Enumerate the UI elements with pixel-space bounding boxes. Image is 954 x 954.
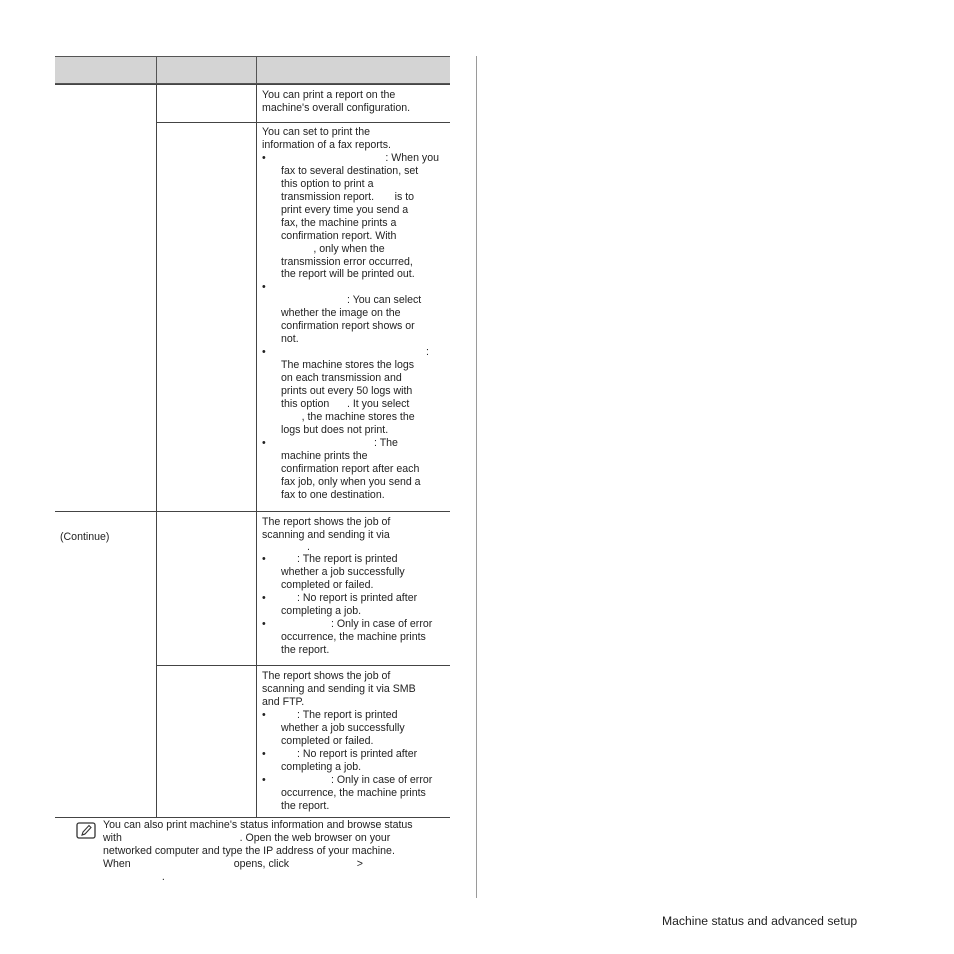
page-footer: Machine status and advanced setup	[662, 914, 858, 928]
text-line: transmission error occurred,	[281, 255, 413, 268]
text-line: machine prints the	[281, 449, 368, 462]
email-report-options	[262, 553, 447, 657]
row-line	[156, 122, 450, 123]
row-line	[55, 817, 450, 818]
text-line: The report shows the job of	[262, 670, 391, 682]
text-line: completed or failed.	[281, 578, 374, 591]
text-line: .	[307, 540, 310, 553]
text-line: with . Open the web browser on your	[103, 831, 391, 844]
text-line: whether a job successfully	[281, 721, 405, 734]
text-line: : No report is printed after	[297, 747, 418, 760]
text-line: completed or failed.	[281, 734, 374, 747]
text-line: : The	[374, 436, 398, 449]
text-line: this option to print a	[281, 177, 374, 190]
bullet: •	[262, 617, 266, 630]
note-text	[103, 819, 453, 884]
column-line	[256, 84, 257, 818]
text-line: confirmation report. With	[281, 229, 397, 242]
text-line: prints out every 50 logs with	[281, 385, 413, 398]
text-line: , the machine stores the	[281, 410, 415, 423]
text-line: information of a fax reports.	[262, 138, 391, 151]
row2-description	[262, 126, 447, 502]
text-line: : You can select	[347, 294, 422, 307]
text-line: scanning and sending it via SMB	[262, 682, 416, 695]
list-item	[262, 346, 447, 437]
table-header-row	[55, 56, 450, 84]
row-line	[156, 665, 450, 666]
bullet: •	[262, 708, 266, 721]
text-line: The report shows the job of	[262, 516, 391, 528]
text-line: whether the image on the	[281, 307, 401, 320]
text-line: You can also print machine's status information and browse status	[103, 819, 413, 831]
text-line: :	[426, 346, 429, 359]
text-line: : The report is printed	[297, 708, 398, 721]
text-line: You can set to print the	[262, 126, 370, 138]
row3-description	[262, 516, 447, 657]
text-line: transmission report. is to	[281, 190, 415, 203]
text-line: : Only in case of error	[331, 617, 433, 630]
text-line: networked computer and type the IP address of your machine.	[103, 844, 395, 857]
text-line: confirmation report shows or	[281, 320, 415, 333]
list-item	[262, 592, 447, 618]
text-line: occurrence, the machine prints	[281, 630, 426, 643]
text-line: : When you	[385, 151, 439, 164]
list-item	[262, 152, 447, 282]
bullet: •	[262, 346, 266, 359]
text-line: : Only in case of error	[331, 773, 433, 786]
row1-description	[262, 89, 447, 115]
text-line: machine's overall configuration.	[262, 101, 411, 114]
bullet: •	[262, 281, 266, 294]
header-separator	[156, 56, 157, 84]
list-item	[262, 774, 447, 813]
text-line: the report.	[281, 799, 330, 812]
text-line: fax to several destination, set	[281, 164, 419, 177]
text-line: : The report is printed	[297, 552, 398, 565]
list-item	[262, 553, 447, 592]
list-item	[262, 709, 447, 748]
text-line: occurrence, the machine prints	[281, 786, 426, 799]
text-line: : No report is printed after	[297, 591, 418, 604]
text-line	[281, 281, 447, 294]
text-line: on each transmission and	[281, 372, 402, 385]
text-line: logs but does not print.	[281, 423, 389, 436]
bullet: •	[262, 747, 266, 760]
list-item	[262, 748, 447, 774]
text-line: completing a job.	[281, 604, 362, 617]
text-line: this option . It you select	[281, 398, 410, 410]
note-pencil-icon	[76, 822, 96, 839]
server-report-options	[262, 709, 447, 813]
bullet: •	[262, 552, 266, 565]
bullet: •	[262, 436, 266, 449]
text-line: completing a job.	[281, 760, 362, 773]
text-line: and FTP.	[262, 695, 305, 708]
text-line: You can print a report on the	[262, 89, 396, 101]
continue-label: (Continue)	[60, 531, 110, 543]
text-line: .	[103, 870, 165, 883]
text-line: The machine stores the logs	[281, 359, 415, 372]
row-line	[55, 84, 450, 85]
text-line: print every time you send a	[281, 203, 409, 216]
row4-description	[262, 670, 447, 812]
text-line: fax job, only when you send a	[281, 475, 421, 488]
bullet: •	[262, 773, 266, 786]
text-line: confirmation report after each	[281, 462, 420, 475]
text-line: scanning and sending it via	[262, 528, 390, 541]
text-line: whether a job successfully	[281, 565, 405, 578]
text-line: not.	[281, 333, 299, 346]
column-line	[156, 84, 157, 818]
fax-report-options	[262, 152, 447, 502]
list-item	[262, 437, 447, 502]
list-item	[262, 618, 447, 657]
text-line: , only when the	[281, 242, 385, 255]
text-line: the report.	[281, 643, 330, 656]
text-line: fax, the machine prints a	[281, 216, 397, 229]
column-divider	[476, 56, 477, 898]
row-line	[55, 511, 450, 512]
header-separator	[256, 56, 257, 84]
text-line: fax to one destination.	[281, 488, 385, 501]
text-line: When opens, click >	[103, 857, 363, 870]
text-line: the report will be printed out.	[281, 268, 415, 281]
list-item	[262, 281, 447, 346]
bullet: •	[262, 591, 266, 604]
bullet: •	[262, 151, 266, 164]
